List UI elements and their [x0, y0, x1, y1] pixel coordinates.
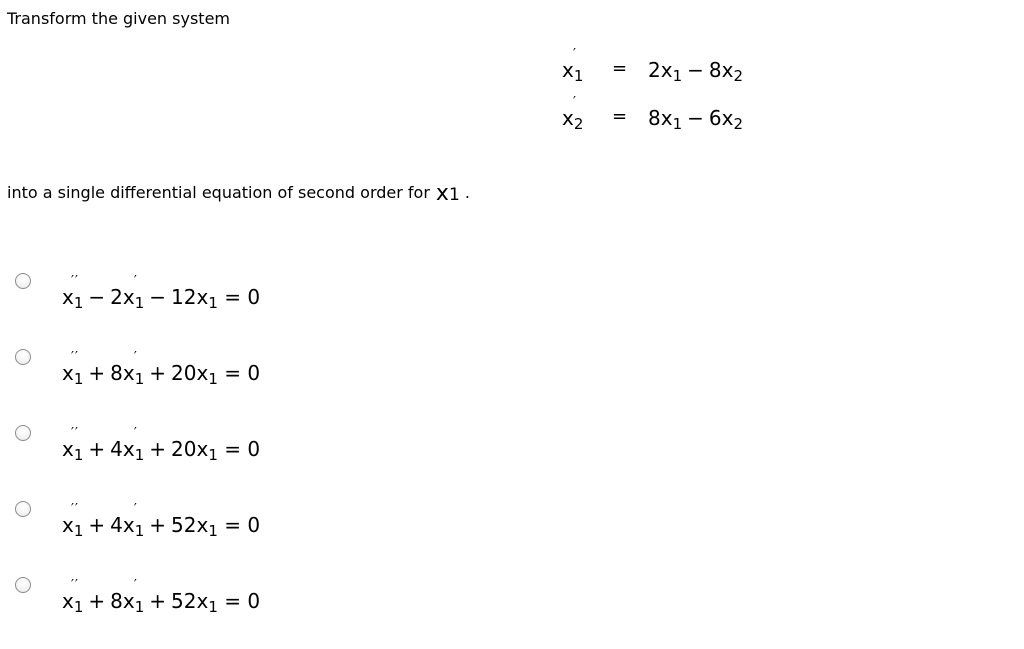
operator: − — [687, 58, 704, 82]
prime-mark: ′ — [573, 95, 576, 110]
prime-mark: ′ — [133, 578, 137, 593]
operator: − — [149, 285, 167, 309]
var-x1-double-prime — [62, 502, 84, 540]
var-subscript: 2 — [733, 67, 744, 85]
var-letter: x — [660, 58, 673, 82]
prime-mark: ′ — [133, 502, 137, 517]
operator: + — [149, 589, 167, 613]
var-subscript: 1 — [73, 294, 84, 312]
equation-2-rhs — [648, 106, 744, 133]
answer-choice-4[interactable] — [0, 499, 400, 539]
equals-zero: = 0 — [224, 285, 261, 309]
prime-mark: ′ — [573, 47, 576, 62]
var-subscript: 1 — [73, 446, 84, 464]
answer-choice-3[interactable] — [0, 423, 400, 463]
var-subscript: 1 — [73, 370, 84, 388]
operator: − — [687, 106, 704, 130]
var-x1 — [196, 513, 218, 540]
question-instruction — [7, 181, 470, 206]
var-subscript: 1 — [134, 294, 145, 312]
double-prime-mark: ′′ — [71, 502, 79, 517]
var-x1 — [660, 58, 683, 85]
equation-1-rhs — [648, 58, 744, 85]
coefficient: 2 — [648, 58, 661, 82]
operator: + — [149, 361, 167, 385]
equation-1-lhs — [562, 47, 584, 85]
var-letter: x — [721, 58, 734, 82]
coefficient: 4 — [110, 437, 123, 461]
coefficient: 20 — [171, 437, 197, 461]
var-x1-prime — [122, 502, 145, 540]
operator: + — [88, 513, 106, 537]
var-x1 — [196, 361, 218, 388]
operator: + — [149, 437, 167, 461]
var-subscript: 1 — [672, 115, 683, 133]
var-x1 — [660, 106, 683, 133]
var-letter: x — [196, 285, 209, 309]
var-x2 — [721, 106, 744, 133]
var-letter: x — [122, 361, 135, 385]
radio-button[interactable] — [15, 577, 31, 593]
answer-choice-1[interactable] — [0, 271, 400, 311]
choice-equation — [62, 578, 261, 616]
equals-zero: = 0 — [224, 513, 261, 537]
var-subscript: 1 — [134, 522, 145, 540]
prime-mark: ′ — [133, 350, 137, 365]
radio-button[interactable] — [15, 349, 31, 365]
var-letter: x — [721, 106, 734, 130]
coefficient: 12 — [171, 285, 197, 309]
operator: + — [88, 361, 106, 385]
var-x1-prime — [122, 274, 145, 312]
coefficient: 4 — [110, 513, 123, 537]
double-prime-mark: ′′ — [71, 426, 79, 441]
var-letter: x — [62, 361, 74, 385]
instruction-period: . — [464, 183, 470, 202]
var-x1-prime — [122, 350, 145, 388]
var-letter: x — [435, 181, 449, 206]
question-intro: Transform the given system — [7, 9, 230, 28]
equation-row-1 — [560, 47, 780, 85]
choice-equation — [62, 502, 261, 540]
prime-mark: ′ — [133, 426, 137, 441]
equals-zero: = 0 — [224, 361, 261, 385]
equals-zero: = 0 — [224, 589, 261, 613]
var-x1-double-prime — [62, 274, 84, 312]
equals-sign: = — [612, 58, 628, 79]
operator: + — [88, 437, 106, 461]
coefficient: 8 — [648, 106, 661, 130]
radio-button[interactable] — [15, 273, 31, 289]
var-x2 — [721, 58, 744, 85]
coefficient: 8 — [110, 589, 123, 613]
equals-sign: = — [612, 106, 628, 127]
var-x1 — [196, 285, 218, 312]
var-letter: x — [62, 285, 74, 309]
double-prime-mark: ′′ — [71, 274, 79, 289]
var-x1-double-prime — [62, 578, 84, 616]
var-letter: x — [562, 58, 574, 82]
var-letter: x — [196, 513, 209, 537]
var-subscript: 1 — [672, 67, 683, 85]
var-letter: x — [122, 437, 135, 461]
prime-mark: ′ — [133, 274, 137, 289]
choice-equation — [62, 350, 261, 388]
radio-button[interactable] — [15, 501, 31, 517]
choice-equation — [62, 274, 261, 312]
var-subscript: 1 — [134, 598, 145, 616]
operator: + — [88, 589, 106, 613]
var-letter: x — [562, 106, 574, 130]
double-prime-mark: ′′ — [71, 350, 79, 365]
var-subscript: 1 — [208, 370, 218, 388]
coefficient: 52 — [171, 513, 197, 537]
instruction-variable — [436, 181, 460, 206]
var-subscript: 1 — [573, 67, 584, 85]
instruction-text: into a single differential equation of second order for — [7, 183, 430, 202]
coefficient: 6 — [708, 106, 722, 130]
var-subscript: 1 — [208, 522, 218, 540]
var-letter: x — [122, 285, 135, 309]
var-letter: x — [196, 437, 209, 461]
var-letter: x — [196, 589, 209, 613]
var-letter: x — [196, 361, 209, 385]
var-x2-prime — [562, 95, 584, 133]
coefficient: 8 — [708, 58, 722, 82]
var-subscript: 1 — [73, 598, 84, 616]
var-x1 — [196, 437, 218, 464]
var-subscript: 2 — [573, 115, 584, 133]
coefficient: 8 — [110, 361, 123, 385]
var-letter: x — [122, 589, 135, 613]
var-subscript: 1 — [134, 370, 145, 388]
var-subscript: 2 — [733, 115, 744, 133]
var-x1-prime — [562, 47, 584, 85]
equation-row-2 — [560, 95, 780, 133]
var-letter: x — [62, 513, 74, 537]
var-x1-prime — [122, 578, 145, 616]
answer-choice-2[interactable] — [0, 347, 400, 387]
double-prime-mark: ′′ — [71, 578, 79, 593]
coefficient: 2 — [110, 285, 123, 309]
operator: − — [88, 285, 106, 309]
equation-2-lhs — [562, 95, 584, 133]
var-subscript: 1 — [73, 522, 84, 540]
var-subscript: 1 — [448, 185, 460, 205]
var-x1 — [196, 589, 218, 616]
var-x1-prime — [122, 426, 145, 464]
equals-zero: = 0 — [224, 437, 261, 461]
var-subscript: 1 — [208, 294, 218, 312]
var-letter: x — [62, 589, 74, 613]
choice-equation — [62, 426, 261, 464]
operator: + — [149, 513, 167, 537]
var-letter: x — [62, 437, 74, 461]
var-x1-double-prime — [62, 350, 84, 388]
coefficient: 20 — [171, 361, 197, 385]
answer-choice-5[interactable] — [0, 575, 400, 615]
var-letter: x — [122, 513, 135, 537]
var-x1-double-prime — [62, 426, 84, 464]
var-letter: x — [660, 106, 673, 130]
var-subscript: 1 — [208, 598, 218, 616]
var-subscript: 1 — [208, 446, 218, 464]
radio-button[interactable] — [15, 425, 31, 441]
coefficient: 52 — [171, 589, 197, 613]
var-subscript: 1 — [134, 446, 145, 464]
